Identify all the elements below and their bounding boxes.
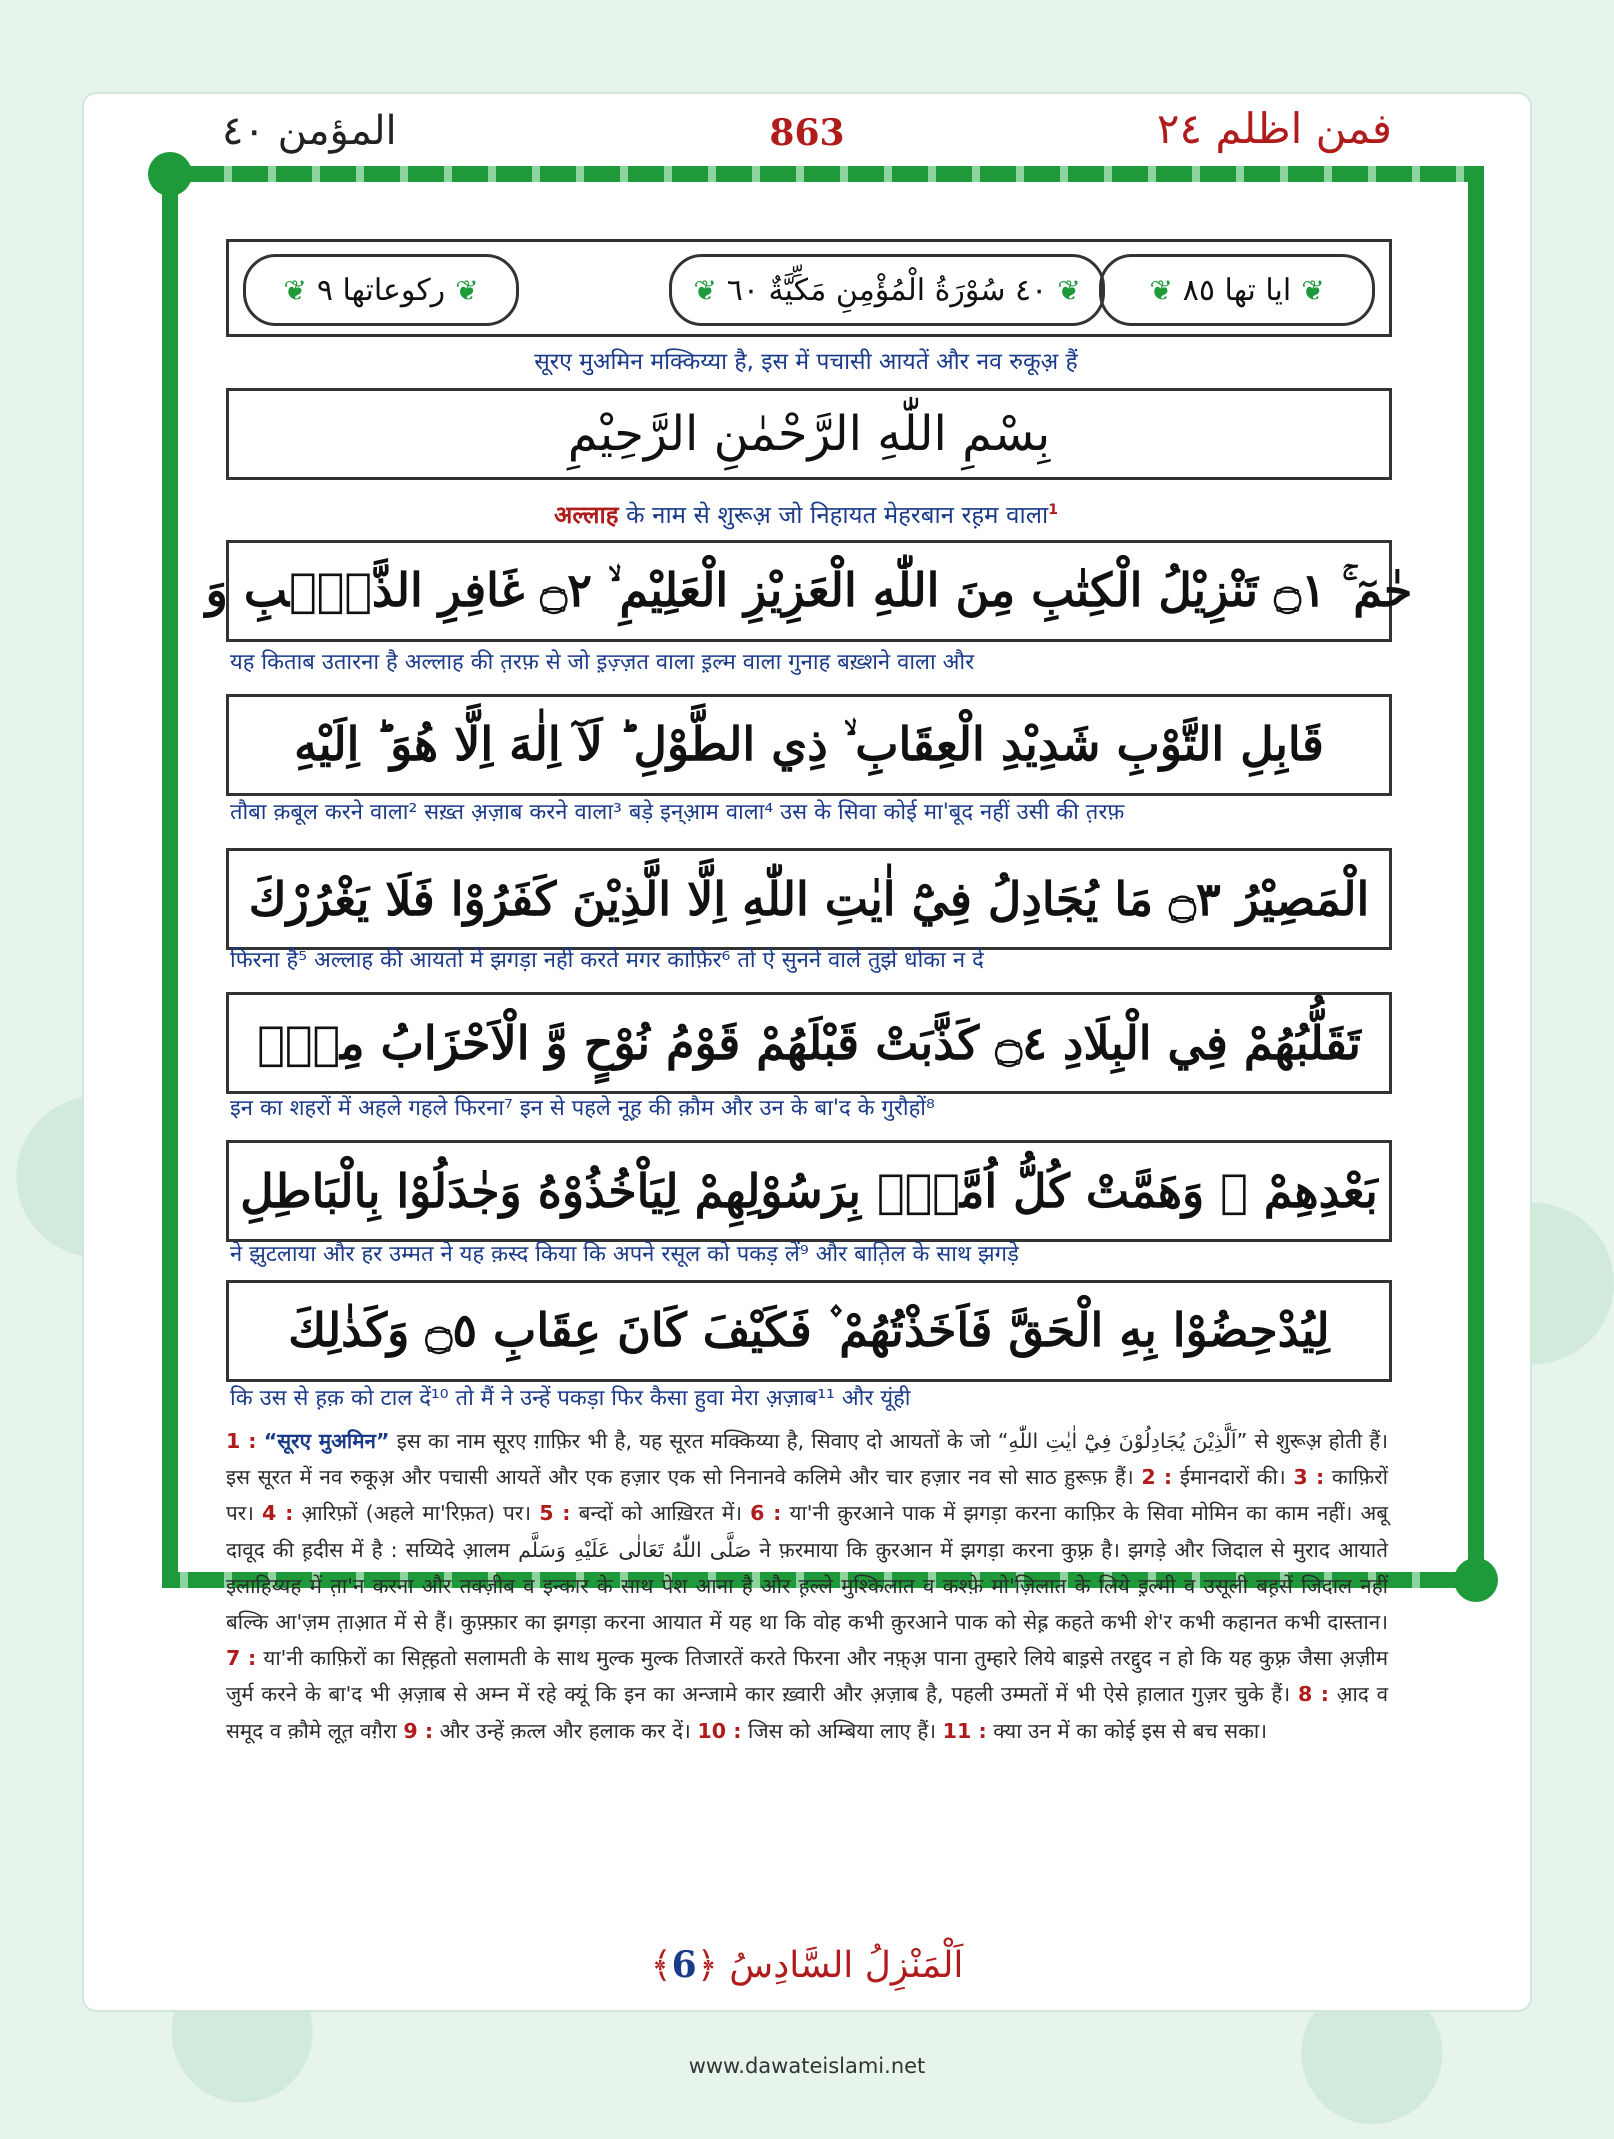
allah-word: अल्लाह [554, 501, 619, 529]
header-juz-name: فمن اظلم ٢٤ [1156, 104, 1392, 153]
footnote-text: या'नी क़ुरआने पाक में झगड़ा करना काफ़िर के सिवा मोमिन का काम नहीं। अबू दावूद की ह़दीस में है : सय्यिदे आ़लम صَلَّى اللّٰهُ تَعَالٰى عَلَيْهِ وَسَلَّم ने फ़रमाया कि क़ुरआन में झगड़ा करना कुफ़्र है। झगड़े और जिदाल से मुराद आयाते इलाहिय्यह में त़ा'न करना और तक्ज़ीब व इन्कार के साथ पेश आना है और ह़ल्ले मुश्किलात व कश्फ़े मो'ज़िलात के लिये इ़ल्मी व उसूली बह़सें जिदाल नहीं बल्कि आ'ज़म त़ाआ़त में से हैं। कुफ़्फ़ार का झगड़ा करना आयात में यह था कि वोह कभी क़ुरआने पाक को सेह़्र कहते कभी शे'र कभी कहानत कभी दास्तान। [226, 1501, 1388, 1635]
bismillah-translation-text: के नाम से शुरूअ़ जो निहायत मेहरबान रह़म वाला [618, 501, 1049, 529]
footnote-number: 11 : [942, 1718, 987, 1743]
surah-name-cartouche [669, 254, 1105, 326]
footnote-marker: 1 [1048, 502, 1058, 518]
footnote-text: क्या उन में का कोई इस से बच सका। [986, 1718, 1268, 1743]
footnote-text: जिस को अम्बिया लाए हैं। [741, 1718, 937, 1743]
footnote-number: 6 : [750, 1501, 782, 1526]
header-surah-name: المؤمن ٤٠ [222, 108, 397, 154]
ayah-line: الْمَصِيْرُ ۝٣ مَا يُجَادِلُ فِيْٓ اٰيٰتِ اللّٰهِ اِلَّا الَّذِيْنَ كَفَرُوْا فَلَا يَغْرُرْكَ [226, 848, 1392, 950]
ayah-translation: कि उस से ह़क़ को टाल दें¹⁰ तो मैं ने उन्हें पकड़ा फिर कैसा हुवा मेरा अ़ज़ाब¹¹ और यूंही [230, 1386, 911, 1411]
ayat-count-cartouche [1099, 254, 1375, 326]
leaf-ornament-icon: ❦ [455, 273, 479, 307]
ayah-translation: तौबा क़बूल करने वाला² सख़्त अ़ज़ाब करने वाला³ बड़े इन्आ़म वाला⁴ उस के सिवा कोई मा'बूद नहीं उसी की त़रफ़ [230, 800, 1125, 825]
surah-name: ٤٠ سُوْرَةُ الْمُؤْمِنِ مَكِّيَّةٌ ٦٠ [726, 272, 1048, 308]
ayah-translation: ने झुटलाया और हर उम्मत ने यह क़स्द किया कि अपने रसूल को पकड़ लें⁹ और बात़िल के साथ झगड़े [230, 1242, 1019, 1267]
leaf-ornament-icon: ❦ [283, 273, 307, 307]
footnote-text: इस का नाम सूरए ग़ाफ़िर भी है, यह सूरत मक्किय्या है, सिवाए दो आयतों के जो “اَلَّذِيْنَ يُجَادِلُوْنَ فِيْٓ اٰيٰتِ اللّٰهِ” से शुरूअ़ होती हैं। इस सूरत में नव रुकूअ़ और पचासी आयतें और एक हज़ार एक सो निनानवे कलिमे और चार हज़ार नव सो साठ ह़ुरूफ़ हैं। [226, 1429, 1389, 1490]
ruku-count: ركوعاتها ٩ [316, 272, 446, 308]
footnote-title: “सूरए मुअमिन” [263, 1429, 390, 1453]
manzil-label [0, 1944, 1614, 1986]
footnote-text: आ़द व समूद व क़ौमे लूत़ वग़ैरा [226, 1682, 1389, 1743]
footnote-number: 8 : [1297, 1682, 1329, 1707]
website-url[interactable]: www.dawateislami.net [688, 2054, 926, 2078]
footnote-text: काफ़िरों पर। [226, 1465, 1389, 1526]
page-number: 863 [769, 112, 845, 154]
bismillah-translation [226, 498, 1386, 531]
footnote-number: 9 : [403, 1718, 434, 1743]
ayah-line: تَقَلُّبُهُمْ فِي الْبِلَادِ ۝٤ كَذَّبَتْ قَبْلَهُمْ قَوْمُ نُوْحٍ وَّ الْاَحْزَابُ مِنْۢ [226, 992, 1392, 1094]
footnote-number: 3 : [1293, 1465, 1325, 1490]
bismillah: بِسْمِ اللّٰهِ الرَّحْمٰنِ الرَّحِيْمِ [226, 388, 1392, 480]
footnote-number: 5 : [539, 1501, 571, 1526]
manzil-text: اَلْمَنْزِلُ السَّادِسُ [729, 1945, 964, 1986]
footnote-text: ईमानदारों की। [1172, 1465, 1286, 1490]
ayah-line: بَعْدِهِمْ ۠ وَهَمَّتْ كُلُّ اُمَّةٍۭ بِرَسُوْلِهِمْ لِيَاْخُذُوْهُ وَجٰدَلُوْا بِالْبَاطِلِ [226, 1140, 1392, 1242]
ayat-count: ايا تها ٨٥ [1182, 272, 1292, 308]
ruku-count-cartouche [243, 254, 519, 326]
footnotes [226, 1423, 1388, 1749]
ayah-translation: इन का शहरों में अहले गहले फिरना⁷ इन से पहले नूह़ की क़ौम और उन के बा'द के गुरौहों⁸ [230, 1096, 935, 1121]
footnote-number: 10 : [697, 1718, 742, 1743]
surah-summary: सूरए मुअमिन मक्किय्या है, इस में पचासी आयतें और नव रुकूअ़ हैं [534, 349, 1078, 375]
footnote-number: 7 : [226, 1646, 257, 1671]
manzil-number: ﴿6﴾ [650, 1944, 718, 1986]
ayah-translation: फिरना है⁵ अल्लाह की आयतों में झगड़ा नहीं करते मगर काफ़िर⁶ तो ऐ सुनने वाले तुझे धोका न दे [230, 948, 984, 973]
leaf-ornament-icon: ❦ [1057, 273, 1081, 307]
surah-title-band [226, 239, 1392, 337]
leaf-ornament-icon: ❦ [1301, 273, 1325, 307]
ayah-translation: यह किताब उतारना है अल्लाह की त़रफ़ से जो इ़ज़्ज़त वाला इ़ल्म वाला गुनाह बख़्शने वाला और [230, 650, 975, 675]
footnote-text: और उन्हें क़त्ल और हलाक कर दें। [433, 1718, 691, 1743]
footnote-number: 1 : [226, 1429, 257, 1453]
footnote-text: आ़रिफ़ों (अहले मा'रिफ़त) पर। [293, 1501, 532, 1526]
footnote-number: 4 : [262, 1501, 294, 1526]
footnote-text: या'नी काफ़िरों का सिह़्ह़तो सलामती के साथ मुल्क मुल्क तिजारतें करते फिरना और नफ़्अ़ पाना तुम्हारे लिये बाइ़से तरद्दुद न हो कि यह कुफ़्र जैसा अ़ज़ीम जुर्म करने के बा'द भी अ़ज़ाब से अम्न में रहे क्यूं कि इन का अन्जामे कार ख़्वारी और अ़ज़ाब है, पहली उम्मतों में भी ऐसे ह़ालात गुज़र चुके हैं। [226, 1646, 1389, 1707]
ayah-line: قَابِلِ التَّوْبِ شَدِيْدِ الْعِقَابِ ۙ ذِي الطَّوْلِ ؕ لَآ اِلٰهَ اِلَّا هُوَ ؕ اِلَيْهِ [226, 694, 1392, 796]
footnote-number: 2 : [1141, 1465, 1173, 1490]
leaf-ornament-icon: ❦ [1149, 273, 1173, 307]
leaf-ornament-icon: ❦ [693, 273, 717, 307]
ayah-line: لِيُدْحِضُوْا بِهِ الْحَقَّ فَاَخَذْتُهُمْ ۫ فَكَيْفَ كَانَ عِقَابِ ۝٥ وَكَذٰلِكَ [226, 1280, 1392, 1382]
ayah-line: حٰمٓ ۚ ۝١ تَنْزِيْلُ الْكِتٰبِ مِنَ اللّٰهِ الْعَزِيْزِ الْعَلِيْمِ ۙ ۝٢ غَافِرِ الذَّنْۢبِ وَ [226, 540, 1392, 642]
footnote-text: बन्दों को आख़िरत में। [570, 1501, 742, 1526]
